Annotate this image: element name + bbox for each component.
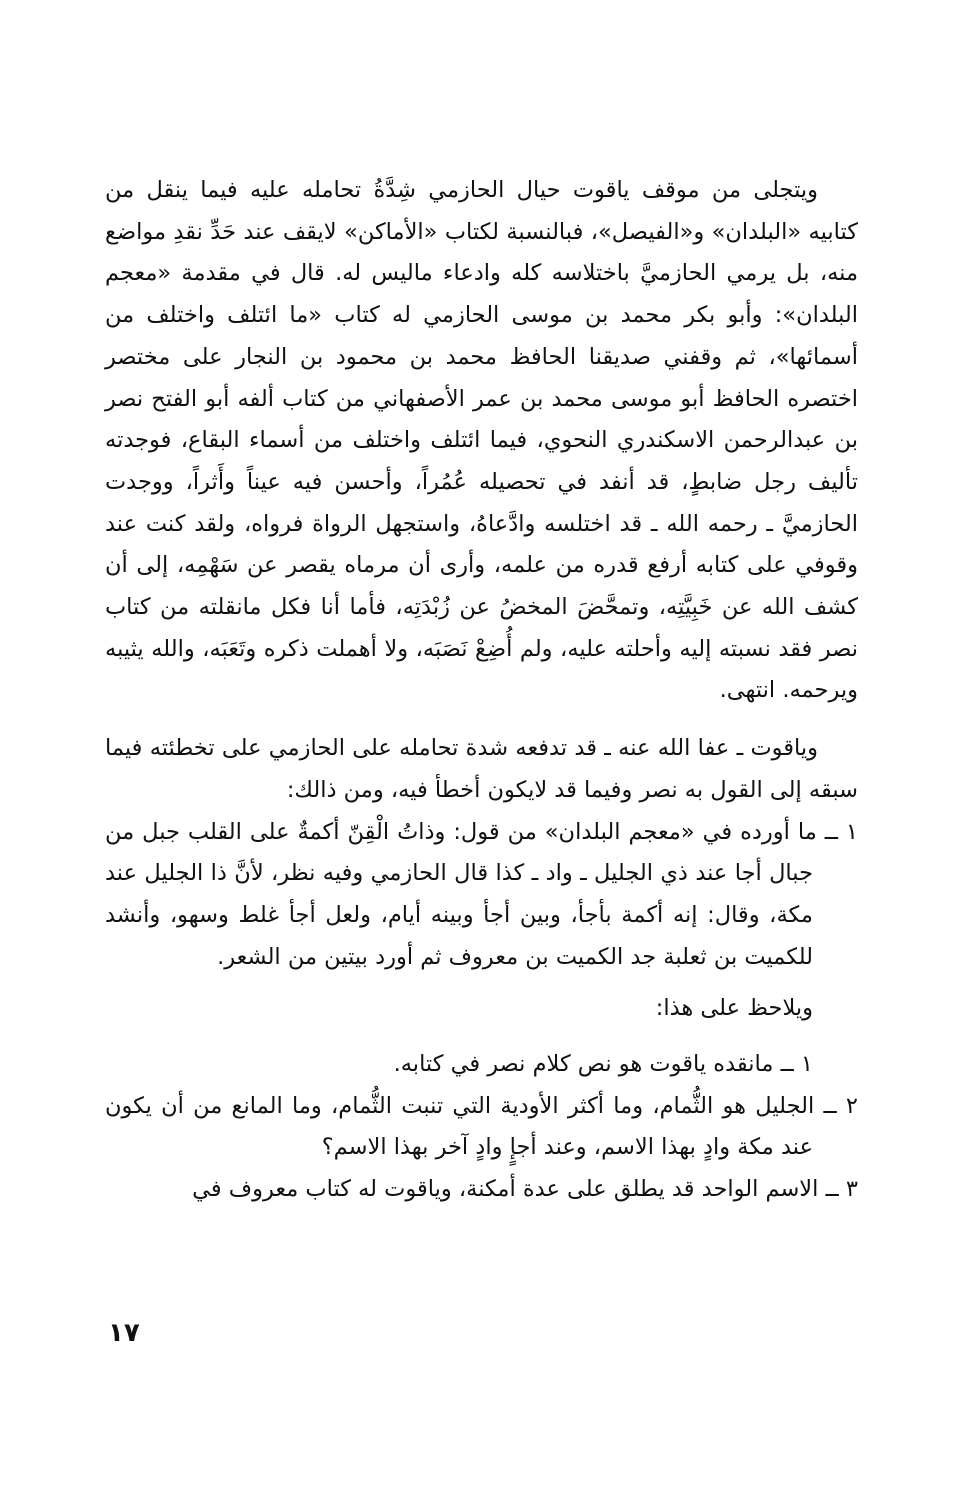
list-item-1	[105, 812, 858, 979]
paragraph-2: وياقوت ـ عفا الله عنه ـ قد تدفعه شدة تحامله على الحازمي على تخطئته فيما سبقه إلى القول به نصر وفيما قد لايكون أخطأ فيه، ومن ذالك:	[105, 735, 858, 803]
note-2-number: ٢ ــ	[823, 1092, 859, 1119]
note-3-text: الاسم الواحد قد يطلق على عدة أمكنة، وياقوت له كتاب معروف في	[192, 1176, 819, 1203]
note-2-text: الجليل هو الثُّمام، وما أكثر الأودية التي تنبت الثُّمام، وما المانع من أن يكون عند مكة وادٍ بهذا الاسم، وعند أجإٍ وادٍ آخر بهذا الاسم؟	[105, 1092, 815, 1161]
page-body	[105, 170, 858, 1350]
paragraph-1: ويتجلى من موقف ياقوت حيال الحازمي شِدَّةُ تحامله عليه فيما ينقل من كتابيه «البلدان» و«الفيصل»، فبالنسبة لكتاب «الأماكن» لايقف عند حَدِّ نقدِ مواضع منه، بل يرمي الحازميَّ باختلاسه كله وادعاء ماليس له. قال في مقدمة «معجم البلدان»: وأبو بكر محمد بن موسى الحازمي له كتاب «ما ائتلف واختلف من أسمائها»، ثم وقفني صديقنا الحافظ محمد بن محمود بن النجار على مختصر اختصره الحافظ أبو موسى محمد بن عمر الأصفهاني من كتاب ألفه أبو الفتح نصر بن عبدالرحمن الاسكندري النحوي، فيما ائتلف واختلف من أسماء البقاع، فوجدته تأليف رجل ضابطٍ، قد أنفد في تحصيله عُمُراً، وأحسن فيه عيناً وأَثراً، ووجدت الحازميَّ ـ رحمه الله ـ قد اختلسه وادَّعاهُ، واستجهل الرواة فرواه، ولقد كنت عند وقوفي على كتابه أرفع قدره من علمه، وأرى أن مرماه يقصر عن سَهْمِه، إلى أن كشف الله عن خَبِيَّتِه، وتمحَّضَ المخضُ عن زُبْدَتِه، فأما أنا فكل مانقلته من كتاب نصر فقد نسبته إليه وأحلته عليه، ولم أُضِعْ نَصَبَه، ولا أهملت ذكره وتَعَبَه، والله يثيبه ويرحمه. انتهى.	[105, 177, 858, 704]
page-number: ١٧	[108, 1318, 140, 1348]
note-3-number: ٣ ــ	[825, 1176, 858, 1203]
note-item-3	[105, 1169, 858, 1211]
list-item-1-text: ما أورده في «معجم البلدان» من قول: وذاتُ الْقِنّ أكمةٌ على القلب جبل من جبال أجا عند ذي الجليل ـ واد ـ كذا قال الحازمي وفيه نظر، لأنَّ ذا الجليل عند مكة، وقال: إنه أكمة بأجأ، وبين أجأ وبينه أيام، ولعل أجأ غلط وسهو، وأنشد للكميت بن ثعلبة جد الكميت بن معروف ثم أورد بيتين من الشعر.	[105, 818, 817, 970]
note-intro: ويلاحظ على هذا:	[655, 995, 813, 1022]
list-item-1-number: ١ ــ	[824, 818, 859, 845]
note-item-2	[105, 1086, 858, 1169]
note-1-text: مانقده ياقوت هو نص كلام نصر في كتابه.	[393, 1051, 774, 1078]
note-item-1	[105, 1044, 858, 1086]
notes-list	[105, 1044, 858, 1211]
note-1-number: ١ ــ	[780, 1051, 813, 1078]
